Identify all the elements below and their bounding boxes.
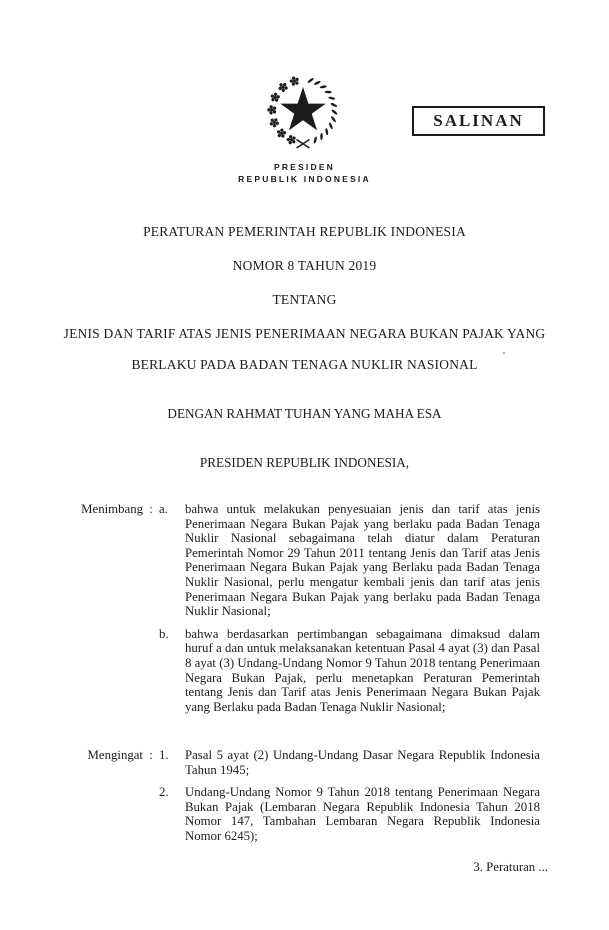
tentang-line: TENTANG [272, 292, 337, 307]
presidential-emblem-icon [262, 72, 344, 152]
item-text: bahwa berdasarkan pertimbangan sebagaimana dimaksud dalam huruf a dan untuk melaksanakan ketentuan Pasal 4 ayat (3) dan Pasal 8 ayat (3) Undang-Undang Nomor 9 Tahun 2018 tentang Penerimaan Negara Bukan Pajak, perlu menetapkan Peraturan Pemerintah tentang Jenis dan Tarif atas Jenis Penerimaan Negara Bukan Pajak yang Berlaku pada Badan Tenaga Nuklir Nasional; [185, 626, 540, 714]
subject-title-line-1: JENIS DAN TARIF ATAS JENIS PENERIMAAN NEGARA BUKAN PAJAK YANG [63, 326, 546, 341]
item-marker: 2. [159, 785, 169, 800]
legal-basis-items [159, 748, 540, 844]
stray-scan-mark: ' [503, 350, 505, 362]
regulation-title-line-1: PERATURAN PEMERINTAH REPUBLIK INDONESIA [143, 224, 466, 239]
considering-item-b [159, 627, 540, 715]
letterhead [0, 162, 609, 185]
page-catchword: 3. Peraturan ... [473, 860, 548, 874]
salinan-stamp-label: SALINAN [433, 111, 524, 130]
item-marker: 1. [159, 748, 169, 762]
considering-items [159, 502, 540, 714]
item-text: Undang-Undang Nomor 9 Tahun 2018 tentang Penerimaan Negara Bukan Pajak (Lembaran Negara Republik Indonesia Tahun 2018 Nomor 147, Tambahan Lembaran Negara Republik Indonesia Nomor 6245); [185, 785, 540, 843]
salinan-copy-stamp [412, 106, 545, 136]
legal-basis-item-2 [159, 785, 540, 843]
considering-label: Menimbang [81, 502, 143, 516]
item-text: Pasal 5 ayat (2) Undang-Undang Dasar Negara Republik Indonesia Tahun 1945; [185, 748, 540, 777]
letterhead-republik-indonesia: REPUBLIK INDONESIA [238, 173, 371, 184]
invocation-line: DENGAN RAHMAT TUHAN YANG MAHA ESA [167, 406, 442, 421]
enacting-authority-line: PRESIDEN REPUBLIK INDONESIA, [199, 455, 410, 470]
subject-title-line-2: BERLAKU PADA BADAN TENAGA NUKLIR NASIONAL [131, 357, 478, 372]
item-marker: b. [159, 626, 169, 641]
considering-separator: : [149, 502, 153, 516]
letterhead-presiden: PRESIDEN [273, 162, 336, 172]
item-text: bahwa untuk melakukan penyesuaian jenis dan tarif atas jenis Penerimaan Negara Bukan Pajak yang berlaku pada Badan Tenaga Nuklir Nasional sebagaimana telah diatur dalam Peraturan Pemerintah Nomor 29 Tahun 2011 tentang Jenis dan Tarif atas Jenis Penerimaan Negara Bukan Pajak yang Berlaku pada Badan Tenaga Nuklir Nasional, perlu mengatur kembali jenis dan tarif atas jenis Penerimaan Negara Bukan Pajak yang berlaku pada Badan Tenaga Nuklir Nasional; [185, 502, 540, 619]
legal-basis-item-1 [159, 748, 540, 777]
regulation-number-line: NOMOR 8 TAHUN 2019 [232, 258, 377, 273]
legal-basis-section [65, 748, 540, 844]
item-marker: a. [159, 502, 168, 516]
legal-basis-label: Mengingat [87, 748, 143, 762]
legal-basis-separator: : [149, 748, 153, 762]
considering-section [65, 502, 540, 714]
considering-item-a [159, 502, 540, 619]
